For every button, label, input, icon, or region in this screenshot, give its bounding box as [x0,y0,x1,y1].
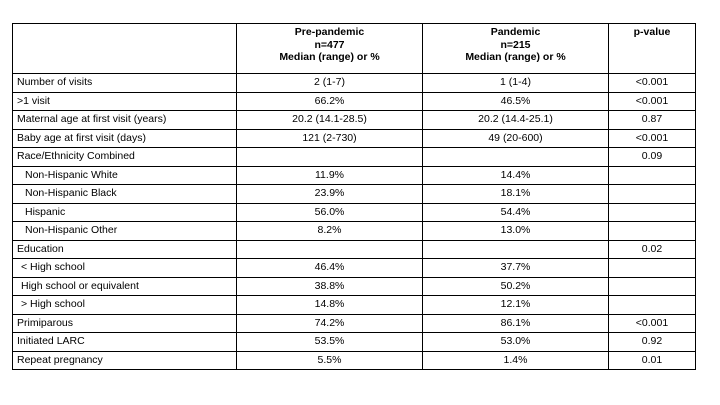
table-row [13,222,696,241]
cell-pandemic: 1 (1-4) [423,74,609,93]
row-label: Hispanic [13,203,237,222]
row-label: > High school [13,296,237,315]
cell-pandemic [423,148,609,167]
cell-pre-pandemic: 8.2% [237,222,423,241]
cell-p-value [609,222,696,241]
row-label: < High school [13,259,237,278]
cell-pre-pandemic [237,240,423,259]
cell-pre-pandemic: 14.8% [237,296,423,315]
cell-pandemic: 49 (20-600) [423,129,609,148]
cell-p-value [609,296,696,315]
cell-pre-pandemic: 5.5% [237,351,423,370]
cell-p-value: <0.001 [609,92,696,111]
cell-pre-pandemic: 53.5% [237,333,423,352]
cell-pandemic: 37.7% [423,259,609,278]
header-pre-pandemic-stat: Median (range) or % [279,51,380,64]
cell-pre-pandemic [237,148,423,167]
cell-pandemic: 18.1% [423,185,609,204]
row-label: Non-Hispanic Black [13,185,237,204]
cell-pandemic: 12.1% [423,296,609,315]
header-pre-pandemic [237,24,423,74]
row-label: Baby age at first visit (days) [13,129,237,148]
cell-p-value: <0.001 [609,129,696,148]
table-row [13,259,696,278]
table-row [13,129,696,148]
cell-pandemic: 53.0% [423,333,609,352]
cell-p-value: <0.001 [609,74,696,93]
cell-p-value: 0.92 [609,333,696,352]
table-row-section [13,240,696,259]
cell-pandemic: 20.2 (14.4-25.1) [423,111,609,130]
row-label: Maternal age at first visit (years) [13,111,237,130]
cell-pandemic: 13.0% [423,222,609,241]
table-row [13,351,696,370]
cell-pandemic: 14.4% [423,166,609,185]
cell-p-value: 0.01 [609,351,696,370]
table-row [13,111,696,130]
row-label: Primiparous [13,314,237,333]
cell-p-value [609,185,696,204]
row-label: Number of visits [13,74,237,93]
row-section-label: Race/Ethnicity Combined [13,148,237,167]
cell-p-value [609,203,696,222]
cell-p-value: 0.09 [609,148,696,167]
header-pandemic [423,24,609,74]
table-row [13,203,696,222]
cell-pre-pandemic: 66.2% [237,92,423,111]
table-row [13,333,696,352]
comparison-table-container [12,23,696,370]
comparison-table [12,23,696,370]
header-pandemic-stat: Median (range) or % [465,51,566,64]
cell-pandemic: 1.4% [423,351,609,370]
header-p-value: p-value [609,24,696,74]
row-label: Initiated LARC [13,333,237,352]
table-row [13,314,696,333]
cell-pre-pandemic: 23.9% [237,185,423,204]
cell-pre-pandemic: 46.4% [237,259,423,278]
header-pre-pandemic-title: Pre-pandemic [294,26,365,38]
table-row [13,92,696,111]
row-label: >1 visit [13,92,237,111]
row-label: Non-Hispanic White [13,166,237,185]
cell-pre-pandemic: 20.2 (14.1-28.5) [237,111,423,130]
cell-pre-pandemic: 38.8% [237,277,423,296]
cell-p-value: <0.001 [609,314,696,333]
cell-p-value: 0.87 [609,111,696,130]
cell-p-value [609,259,696,278]
table-row-section [13,148,696,167]
cell-pre-pandemic: 2 (1-7) [237,74,423,93]
cell-pandemic: 86.1% [423,314,609,333]
cell-p-value [609,166,696,185]
row-label: High school or equivalent [13,277,237,296]
cell-pre-pandemic: 56.0% [237,203,423,222]
cell-pandemic: 54.4% [423,203,609,222]
header-pre-pandemic-n: n=477 [314,38,345,51]
cell-pre-pandemic: 121 (2-730) [237,129,423,148]
cell-pandemic: 46.5% [423,92,609,111]
table-header-row [13,24,696,74]
header-pandemic-n: n=215 [500,38,531,51]
row-section-label: Education [13,240,237,259]
table-row [13,185,696,204]
header-variable [13,24,237,74]
cell-p-value [609,277,696,296]
header-pandemic-title: Pandemic [490,26,541,38]
table-row [13,74,696,93]
table-row [13,277,696,296]
cell-pre-pandemic: 74.2% [237,314,423,333]
cell-p-value: 0.02 [609,240,696,259]
table-row [13,296,696,315]
row-label: Non-Hispanic Other [13,222,237,241]
table-row [13,166,696,185]
cell-pandemic [423,240,609,259]
row-label: Repeat pregnancy [13,351,237,370]
cell-pre-pandemic: 11.9% [237,166,423,185]
cell-pandemic: 50.2% [423,277,609,296]
